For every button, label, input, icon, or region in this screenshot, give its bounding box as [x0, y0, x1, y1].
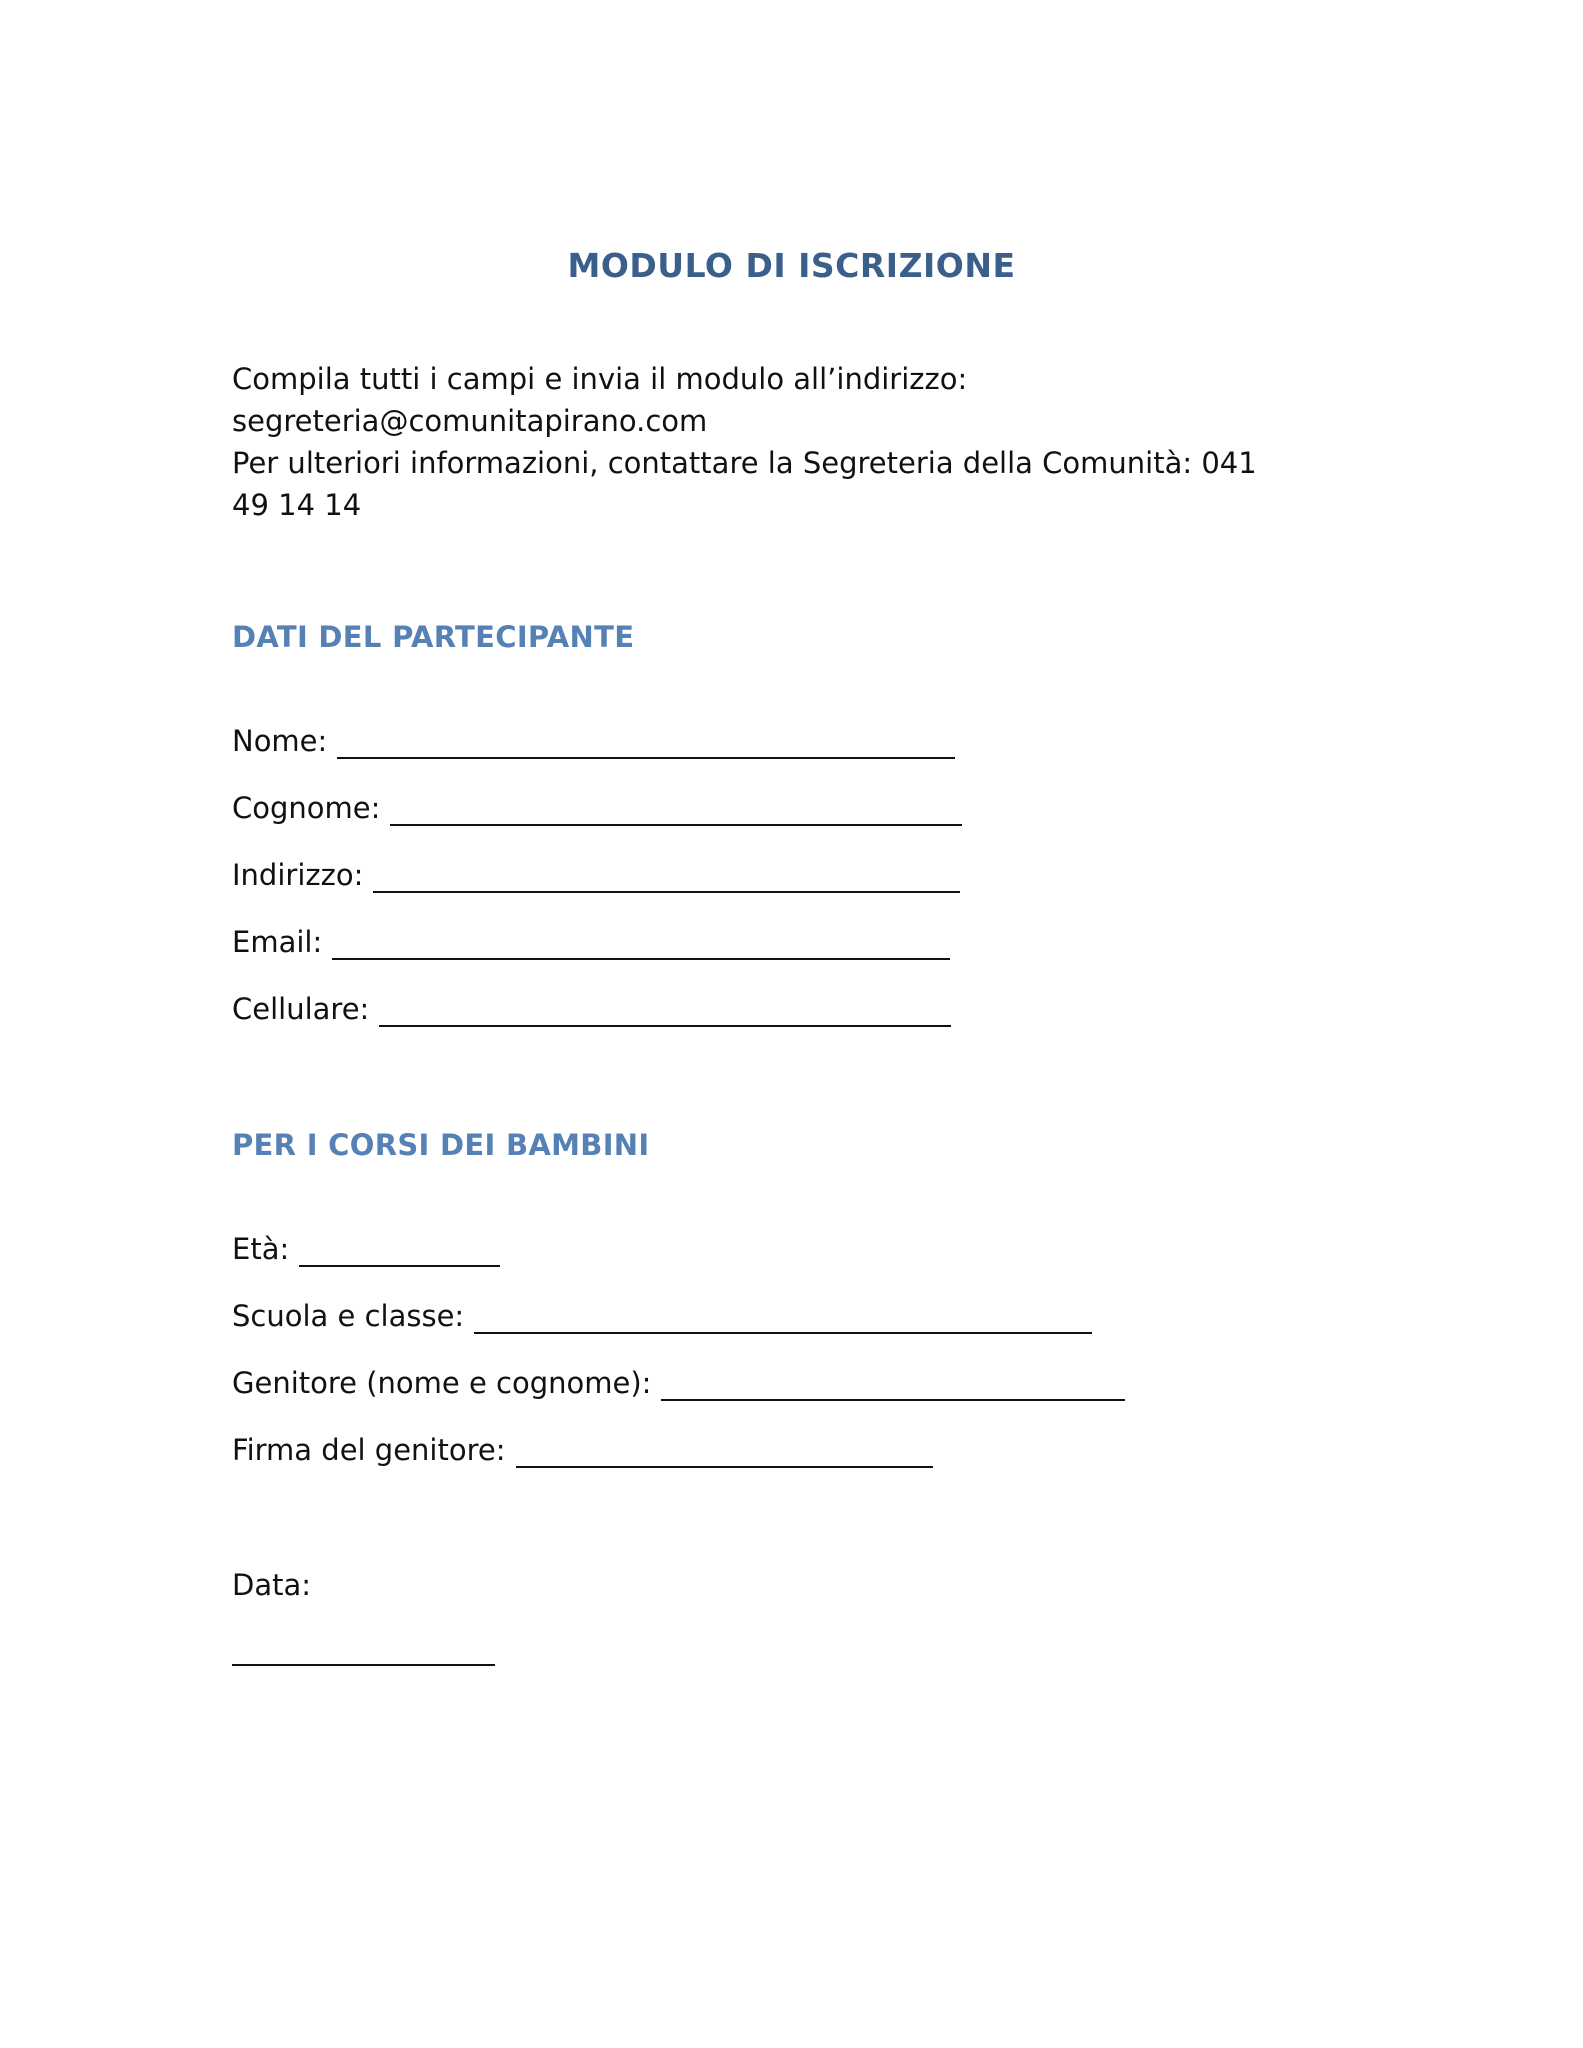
- section-heading-children: PER I CORSI DEI BAMBINI: [232, 1128, 650, 1162]
- field-cellulare-label: Cellulare:: [232, 992, 370, 1026]
- field-cognome: [232, 790, 962, 826]
- intro-email: segreteria@comunitapirano.com: [232, 404, 708, 438]
- intro-line-1: Compila tutti i campi e invia il modulo all’indirizzo:: [232, 362, 968, 396]
- field-genitore-label: Genitore (nome e cognome):: [232, 1366, 652, 1400]
- field-nome: [232, 723, 955, 759]
- field-data: [232, 1567, 311, 1603]
- field-indirizzo-line[interactable]: [373, 861, 960, 893]
- field-data-line[interactable]: [232, 1664, 495, 1666]
- page-title: MODULO DI ISCRIZIONE: [567, 246, 1016, 285]
- field-cellulare-line[interactable]: [379, 995, 951, 1027]
- field-eta-line[interactable]: [299, 1235, 500, 1267]
- section-heading-participant: DATI DEL PARTECIPANTE: [232, 620, 635, 654]
- field-data-label: Data:: [232, 1568, 312, 1602]
- field-genitore: [232, 1365, 1125, 1401]
- field-nome-label: Nome:: [232, 724, 328, 758]
- intro-line-3: Per ulteriori informazioni, contattare la Segreteria della Comunità: 041: [232, 446, 1257, 480]
- field-cellulare: [232, 991, 951, 1027]
- field-firma-line[interactable]: [516, 1436, 933, 1468]
- field-firma: [232, 1432, 933, 1468]
- field-scuola: [232, 1298, 1092, 1334]
- field-scuola-label: Scuola e classe:: [232, 1299, 465, 1333]
- field-email-line[interactable]: [332, 928, 950, 960]
- field-cognome-label: Cognome:: [232, 791, 381, 825]
- intro-text: [232, 358, 1362, 526]
- field-firma-label: Firma del genitore:: [232, 1433, 506, 1467]
- field-indirizzo-label: Indirizzo:: [232, 858, 364, 892]
- field-email-label: Email:: [232, 925, 323, 959]
- field-scuola-line[interactable]: [474, 1302, 1092, 1334]
- field-email: [232, 924, 950, 960]
- intro-line-4: 49 14 14: [232, 488, 362, 522]
- field-cognome-line[interactable]: [390, 794, 962, 826]
- field-nome-line[interactable]: [337, 727, 955, 759]
- field-eta: [232, 1231, 500, 1267]
- field-eta-label: Età:: [232, 1232, 290, 1266]
- field-genitore-line[interactable]: [661, 1369, 1125, 1401]
- field-indirizzo: [232, 857, 960, 893]
